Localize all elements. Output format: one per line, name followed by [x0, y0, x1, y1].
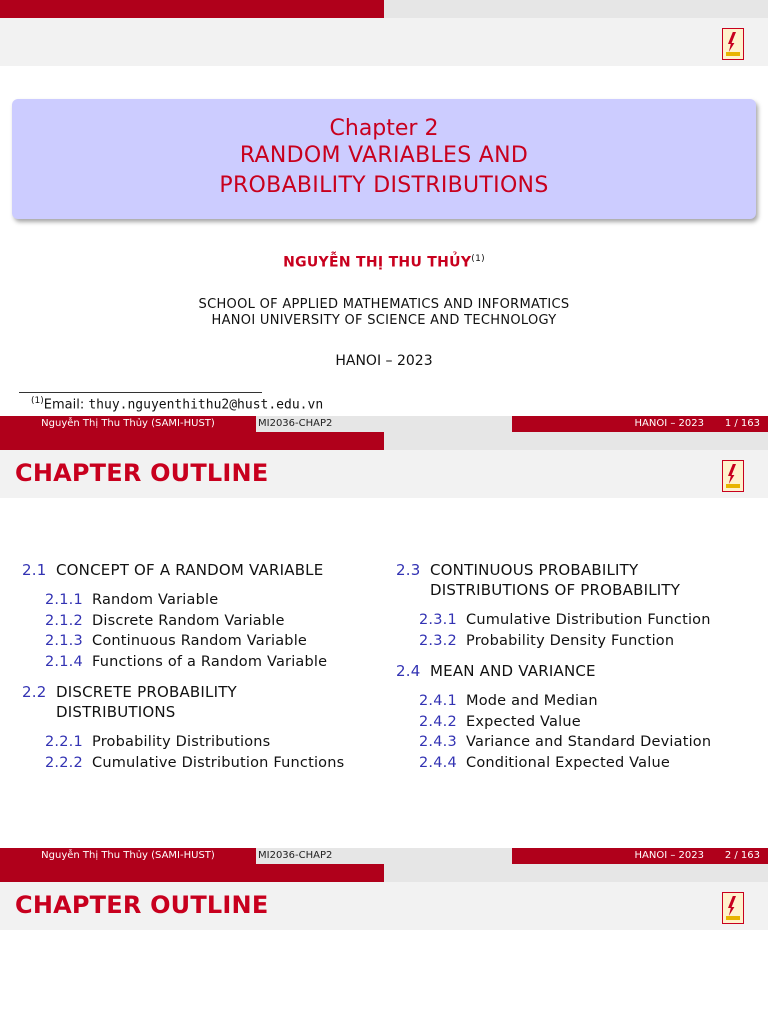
title-line-1: RANDOM VARIABLES AND — [239, 143, 529, 168]
footer-bar — [0, 416, 768, 432]
university-logo-icon — [722, 28, 744, 60]
footer-bar — [0, 848, 768, 864]
footnote-rule — [19, 392, 262, 393]
section-2-3[interactable]: 2.3 CONTINUOUS PROBABILITY DISTRIBUTIONS OF PROBABILITY — [396, 561, 681, 599]
section-2-4[interactable]: 2.4 MEAN AND VARIANCE — [396, 662, 596, 681]
header-band — [0, 882, 768, 930]
institution-line-2: HANOI UNIVERSITY OF SCIENCE AND TECHNOLOGY — [211, 313, 557, 328]
footer-page-number: 2 / 163 — [724, 850, 760, 861]
footer-place: HANOI – 2023 — [634, 850, 704, 861]
author-name: NGUYỄN THỊ THU THỦY$^{(1)}$ — [283, 254, 485, 271]
footer-course: MI2036-CHAP2 — [256, 848, 512, 864]
footnote: $^{(1)}$Email: thuy.nguyenthithu2@hust.edu.vn — [31, 396, 324, 413]
subsection-2-4-3[interactable]: 2.4.3 Variance and Standard Deviation — [419, 734, 712, 751]
frame-title: CHAPTER OUTLINE — [15, 891, 269, 919]
subsection-2-4-4[interactable]: 2.4.4 Conditional Expected Value — [419, 754, 670, 771]
subsection-2-1-1[interactable]: 2.1.1 Random Variable — [45, 592, 219, 608]
footer-place: HANOI – 2023 — [634, 418, 704, 429]
slide-outline-continued — [0, 864, 768, 1024]
subsection-2-3-2[interactable]: 2.3.2 Probability Density Function — [419, 632, 675, 649]
outline-right-column — [396, 560, 756, 774]
institution-line-1: SCHOOL OF APPLIED MATHEMATICS AND INFORMATICS — [198, 297, 570, 312]
subsection-2-4-2[interactable]: 2.4.2 Expected Value — [419, 713, 581, 730]
frame-title: CHAPTER OUTLINE — [15, 459, 269, 487]
slide-title — [0, 0, 768, 432]
chapter-label: Chapter 2 — [329, 116, 439, 141]
place-year: HANOI – 2023 — [335, 353, 433, 369]
header-band — [0, 18, 768, 66]
section-2-2[interactable]: 2.2 DISCRETE PROBABILITY DISTRIBUTIONS — [22, 683, 237, 722]
footer-course: MI2036-CHAP2 — [256, 416, 512, 432]
subsection-2-1-2[interactable]: 2.1.2 Discrete Random Variable — [45, 612, 285, 629]
university-logo-icon — [722, 460, 744, 492]
outline-left-column — [22, 560, 382, 774]
subsection-2-4-1[interactable]: 2.4.1 Mode and Median — [419, 693, 598, 710]
footer-author: Nguyễn Thị Thu Thủy (SAMI-HUST) — [0, 416, 256, 432]
institution — [0, 297, 768, 329]
top-bar — [0, 432, 768, 450]
footer-author: Nguyễn Thị Thu Thủy (SAMI-HUST) — [0, 848, 256, 864]
footer-page-number: 1 / 163 — [724, 418, 760, 429]
subsection-2-1-4[interactable]: 2.1.4 Functions of a Random Variable — [45, 653, 328, 670]
top-bar — [0, 0, 768, 18]
author-footnote-mark: (1) — [471, 254, 485, 264]
title-box — [12, 99, 756, 219]
title-line-2: PROBABILITY DISTRIBUTIONS — [219, 173, 549, 198]
subsection-2-1-3[interactable]: 2.1.3 Continuous Random Variable — [45, 633, 308, 650]
slide-outline — [0, 432, 768, 864]
header-band — [0, 450, 768, 498]
subsection-2-2-1[interactable]: 2.2.1 Probability Distributions — [45, 734, 271, 751]
subsection-2-3-1[interactable]: 2.3.1 Cumulative Distribution Function — [419, 612, 711, 628]
section-2-1[interactable]: 2.1 CONCEPT OF A RANDOM VARIABLE — [22, 561, 324, 579]
university-logo-icon — [722, 892, 744, 924]
top-bar — [0, 864, 768, 882]
email-address[interactable]: thuy.nguyenthithu2@hust.edu.vn — [88, 397, 324, 413]
subsection-2-2-2[interactable]: 2.2.2 Cumulative Distribution Functions — [45, 754, 345, 771]
